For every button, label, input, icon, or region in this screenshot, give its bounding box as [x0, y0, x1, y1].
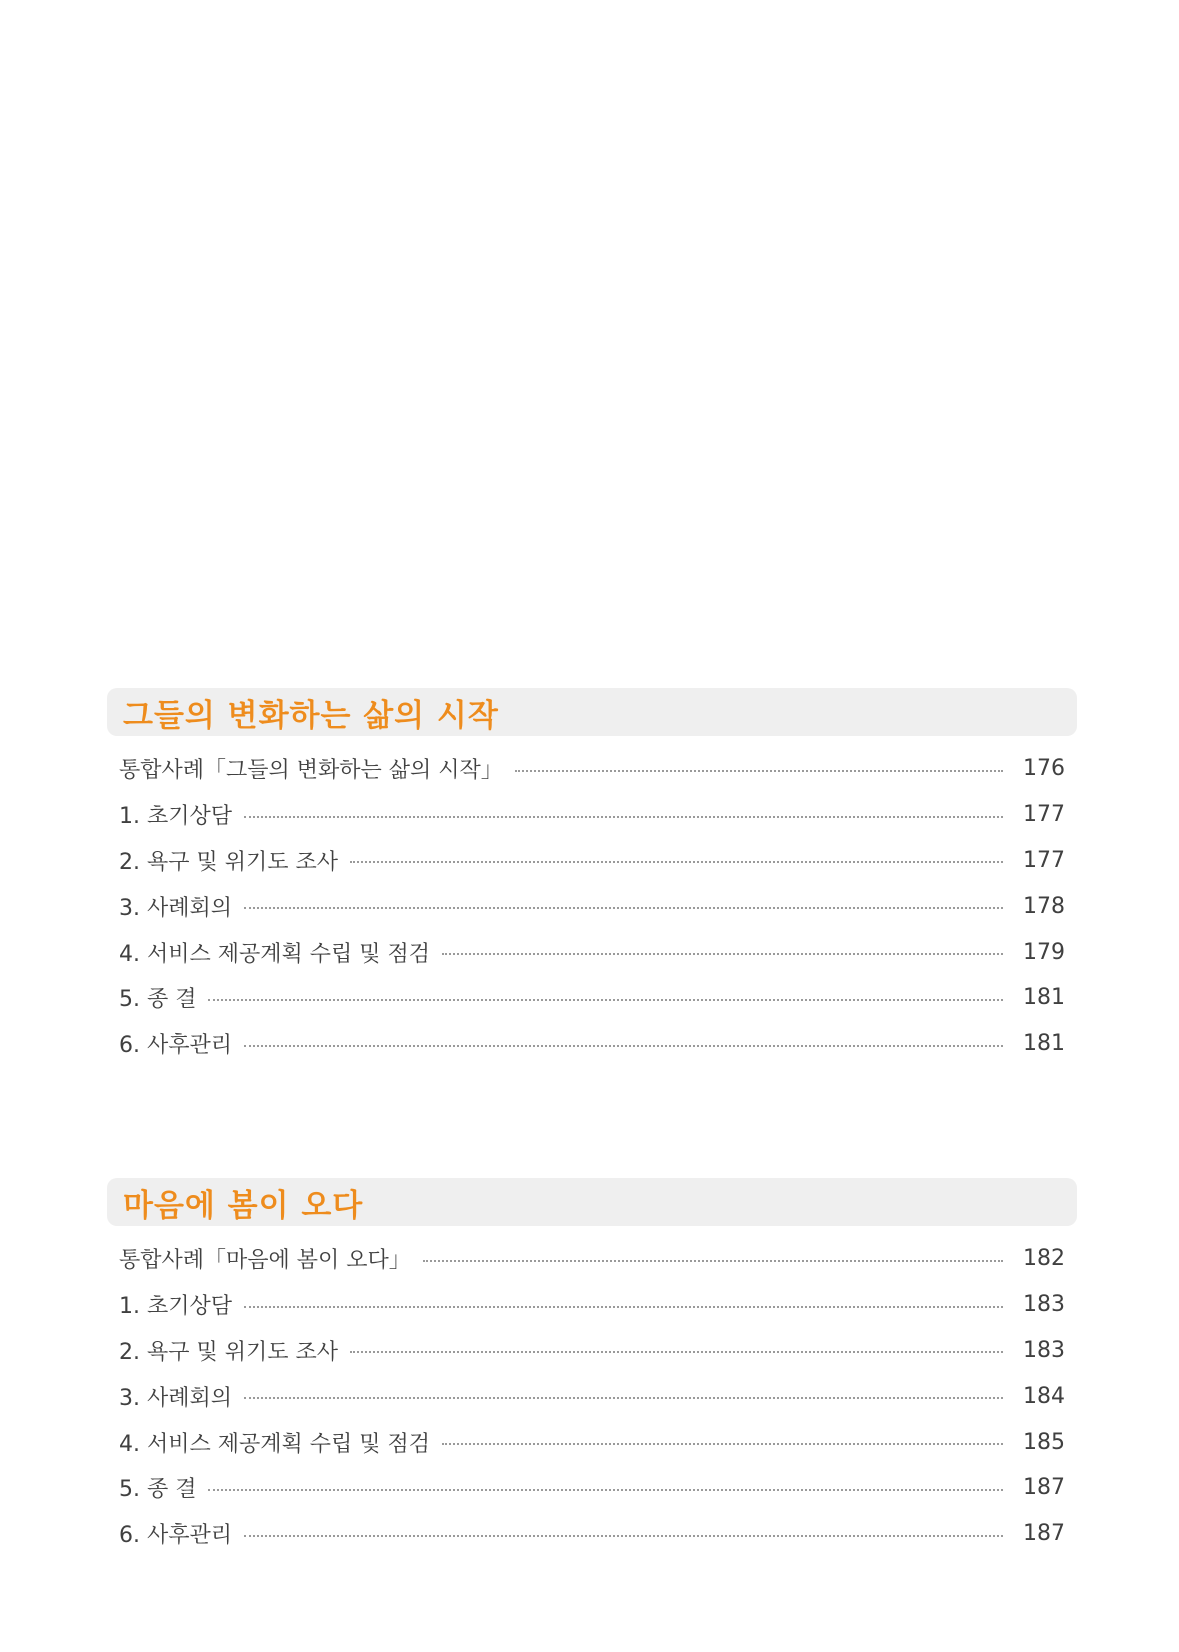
toc-entry-page: 177 — [1023, 847, 1065, 873]
dot-leader — [350, 1351, 1003, 1353]
toc-entry-label: 1. 초기상담 — [119, 1294, 232, 1320]
toc-section — [107, 688, 1077, 1067]
toc-entry-label: 3. 사례회의 — [119, 1385, 232, 1411]
toc-entry-page: 183 — [1023, 1337, 1065, 1363]
toc-entry[interactable] — [119, 1282, 1065, 1328]
toc-entry-label: 1. 초기상담 — [119, 804, 232, 830]
toc-entry[interactable] — [119, 1328, 1065, 1374]
toc-entry-label: 4. 서비스 제공계획 수립 및 점검 — [119, 941, 430, 967]
toc-entry[interactable] — [119, 1511, 1065, 1557]
toc-entry[interactable] — [119, 746, 1065, 792]
toc-entry[interactable] — [119, 1465, 1065, 1511]
section-header — [107, 1178, 1077, 1226]
dot-leader — [442, 953, 1003, 955]
section-title: 마음에 봄이 오다 — [123, 1187, 364, 1224]
toc-list — [107, 746, 1077, 1067]
dot-leader — [423, 1260, 1003, 1262]
toc-entry[interactable] — [119, 792, 1065, 838]
toc-entry-label: 5. 종 결 — [119, 1477, 197, 1503]
toc-entry[interactable] — [119, 975, 1065, 1021]
toc-entry[interactable] — [119, 1419, 1065, 1465]
toc-entry[interactable] — [119, 1373, 1065, 1419]
dot-leader — [515, 770, 1003, 772]
toc-entry[interactable] — [119, 929, 1065, 975]
dot-leader — [350, 861, 1003, 863]
toc-entry[interactable] — [119, 1236, 1065, 1282]
toc-entry-page: 177 — [1023, 802, 1065, 828]
toc-entry-label: 통합사례「그들의 변화하는 삶의 시작」 — [119, 758, 503, 784]
toc-section — [107, 1178, 1077, 1557]
toc-entry-page: 182 — [1023, 1246, 1065, 1272]
toc-entry-page: 185 — [1023, 1429, 1065, 1455]
toc-entry-page: 181 — [1023, 985, 1065, 1011]
toc-entry-page: 179 — [1023, 939, 1065, 965]
section-header — [107, 688, 1077, 736]
toc-entry-page: 176 — [1023, 756, 1065, 782]
toc-entry[interactable] — [119, 1021, 1065, 1067]
toc-entry-page: 187 — [1023, 1521, 1065, 1547]
toc-entry-label: 6. 사후관리 — [119, 1523, 232, 1549]
dot-leader — [442, 1443, 1003, 1445]
toc-entry[interactable] — [119, 838, 1065, 884]
dot-leader — [244, 1535, 1003, 1537]
dot-leader — [244, 907, 1003, 909]
dot-leader — [244, 1397, 1003, 1399]
toc-entry-label: 5. 종 결 — [119, 987, 197, 1013]
toc-list — [107, 1236, 1077, 1557]
section-title: 그들의 변화하는 삶의 시작 — [123, 697, 499, 734]
toc-entry-page: 187 — [1023, 1475, 1065, 1501]
toc-entry-label: 3. 사례회의 — [119, 895, 232, 921]
dot-leader — [244, 816, 1003, 818]
toc-entry-page: 181 — [1023, 1031, 1065, 1057]
toc-entry-label: 2. 욕구 및 위기도 조사 — [119, 849, 338, 875]
toc-entry-label: 4. 서비스 제공계획 수립 및 점검 — [119, 1431, 430, 1457]
toc-entry-page: 184 — [1023, 1383, 1065, 1409]
toc-entry-label: 2. 욕구 및 위기도 조사 — [119, 1339, 338, 1365]
dot-leader — [208, 999, 1003, 1001]
toc-entry-label: 6. 사후관리 — [119, 1033, 232, 1059]
dot-leader — [244, 1045, 1003, 1047]
toc-entry-page: 183 — [1023, 1292, 1065, 1318]
toc-entry-label: 통합사례「마음에 봄이 오다」 — [119, 1248, 411, 1274]
dot-leader — [208, 1489, 1003, 1491]
toc-entry-page: 178 — [1023, 893, 1065, 919]
dot-leader — [244, 1306, 1003, 1308]
toc-entry[interactable] — [119, 883, 1065, 929]
